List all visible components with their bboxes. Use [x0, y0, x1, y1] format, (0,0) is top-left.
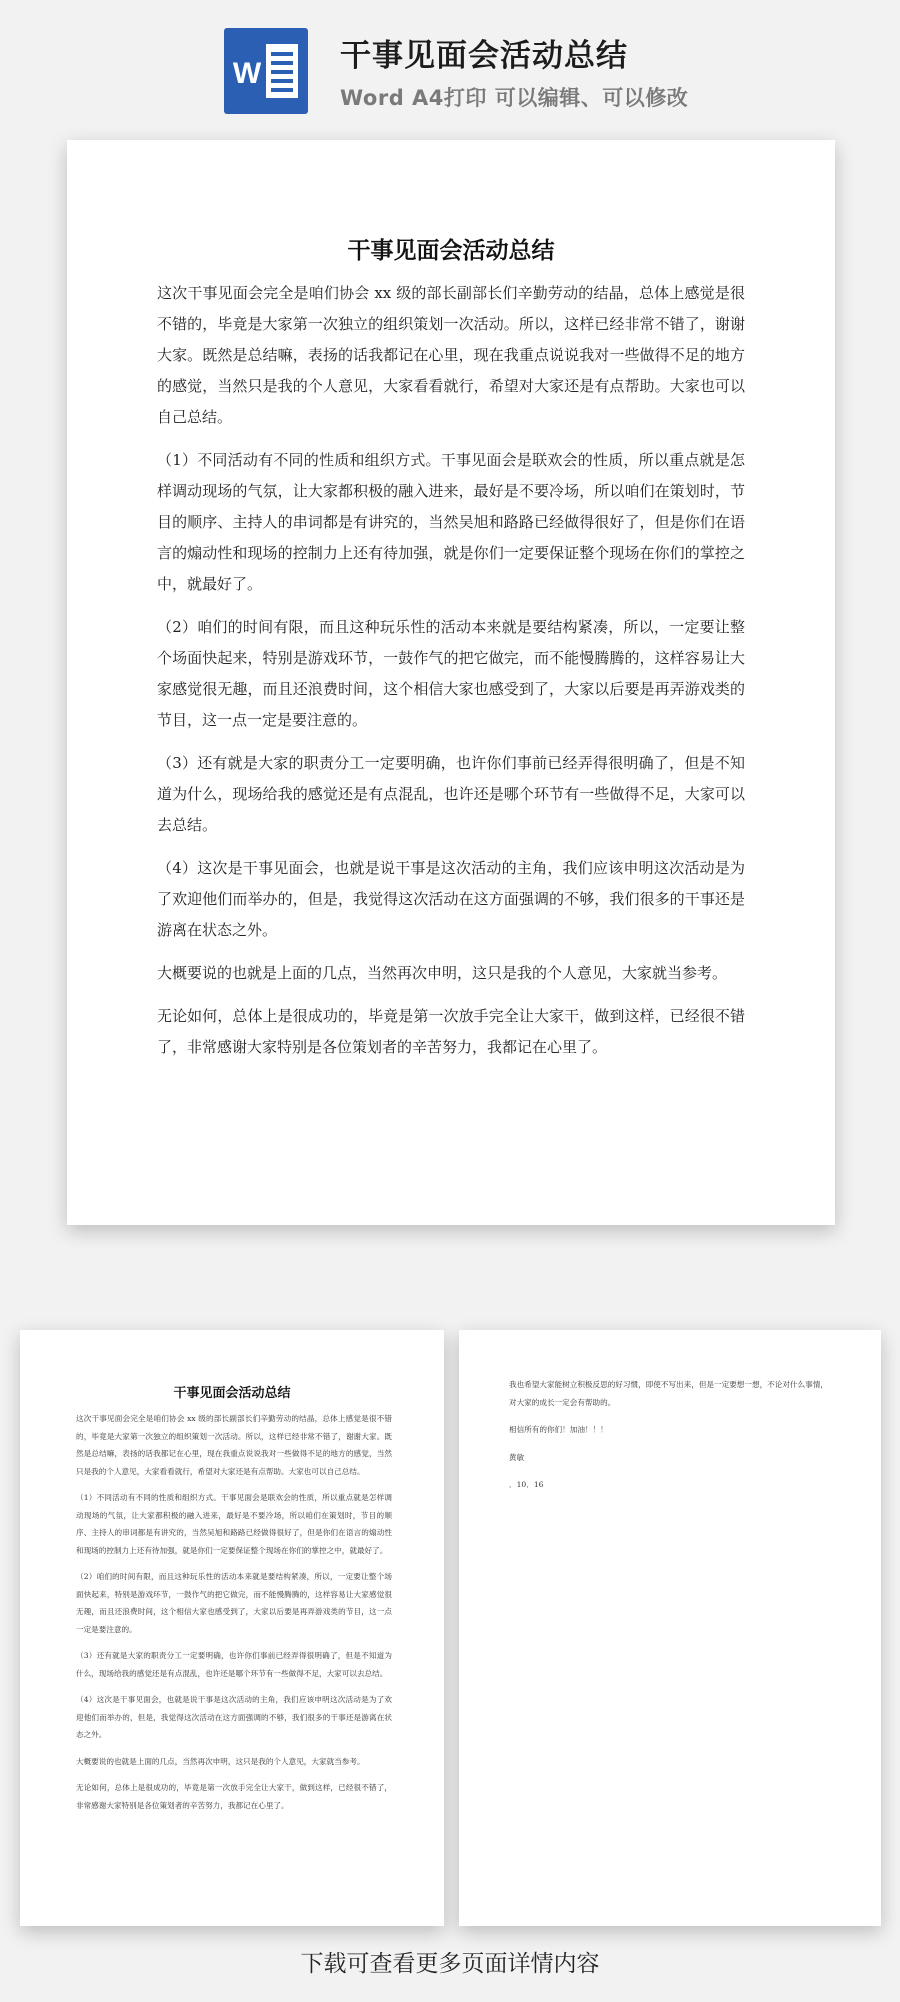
thumbnail-paragraph: 无论如何，总体上是很成功的，毕竟是第一次放手完全让大家干，做到这样，已经很不错了，非常感谢大家特别是各位策划者的辛苦努力，我都记在心里了。: [76, 1783, 392, 1810]
thumbnail-body: [76, 1410, 392, 1823]
document-paragraph: （3）还有就是大家的职责分工一定要明确，也许你们事前已经弄得很明确了，但是不知道为什么，现场给我的感觉还是有点混乱，也许还是哪个环节有一些做得不足，大家可以去总结。: [157, 754, 745, 834]
header-title: 干事见面会活动总结: [340, 38, 628, 74]
document-paragraph: 大概要说的也就是上面的几点，当然再次申明，这只是我的个人意见，大家就当参考。: [157, 964, 728, 982]
word-icon: [224, 28, 308, 114]
signature-date: ．10．16: [509, 1480, 544, 1489]
thumbnail-paragraph: （3）还有就是大家的职责分工一定要明确，也许你们事前已经弄得很明确了，但是不知道为什么，现场给我的感觉还是有点混乱，也许还是哪个环节有一些做得不足，大家可以去总结。: [76, 1651, 392, 1678]
thumbnail-paragraph: （1）不同活动有不同的性质和组织方式。干事见面会是联欢会的性质，所以重点就是怎样调动现场的气氛，让大家都积极的融入进来，最好是不要冷场，所以咱们在策划时，节目的顺序、主持人的串词都是有讲究的，当然吴旭和路路已经做得很好了，但是你们在语言的煽动性和现场的控制力上还有待加强，就是你们一定要保证整个现场在你们的掌控之中，就最好了。: [76, 1493, 392, 1555]
document-paragraph: （4）这次是干事见面会，也就是说干事是这次活动的主角，我们应该申明这次活动是为了欢迎他们而举办的，但是，我觉得这次活动在这方面强调的不够，我们很多的干事还是游离在状态之外。: [157, 859, 745, 939]
svg-text:W: W: [232, 57, 262, 90]
header: [0, 0, 900, 130]
page-thumbnail-1[interactable]: [20, 1330, 444, 1926]
download-more-note[interactable]: 下载可查看更多页面详情内容: [300, 1951, 600, 1977]
thumbnail-paragraph: 大概要说的也就是上面的几点，当然再次申明，这只是我的个人意见，大家就当参考。: [76, 1756, 365, 1766]
document-page-preview: [67, 140, 835, 1225]
document-paragraph: （1）不同活动有不同的性质和组织方式。干事见面会是联欢会的性质，所以重点就是怎样调动现场的气氛，让大家都积极的融入进来，最好是不要冷场，所以咱们在策划时，节目的顺序、主持人的串词都是有讲究的，当然吴旭和路路已经做得很好了，但是你们在语言的煽动性和现场的控制力上还有待加强，就是你们一定要保证整个现场在你们的掌控之中，就最好了。: [157, 451, 745, 593]
thumbnail-paragraph: （4）这次是干事见面会，也就是说干事是这次活动的主角，我们应该申明这次活动是为了欢迎他们而举办的，但是，我觉得这次活动在这方面强调的不够，我们很多的干事还是游离在状态之外。: [76, 1695, 392, 1739]
document-body: [157, 278, 745, 1075]
thumbnail-paragraph: 相信所有的你们！加油！！！: [509, 1425, 608, 1434]
document-paragraph: 无论如何，总体上是很成功的，毕竟是第一次放手完全让大家干，做到这样，已经很不错了，非常感谢大家特别是各位策划者的辛苦努力，我都记在心里了。: [157, 1007, 745, 1056]
thumbnail-title: 干事见面会活动总结: [173, 1386, 291, 1401]
page-thumbnail-2[interactable]: [459, 1330, 881, 1926]
header-subtitle: Word A4打印 可以编辑、可以修改: [340, 86, 689, 110]
document-paragraph: 这次干事见面会完全是咱们协会 xx 级的部长副部长们辛勤劳动的结晶，总体上感觉是很不错的，毕竟是大家第一次独立的组织策划一次活动。所以，这样已经非常不错了，谢谢大家。既然是总结嘛，表扬的话我都记在心里，现在我重点说说我对一些做得不足的地方的感觉，当然只是我的个人意见，大家看看就行，希望对大家还是有点帮助。大家也可以自己总结。: [157, 284, 745, 426]
document-paragraph: （2）咱们的时间有限，而且这种玩乐性的活动本来就是要结构紧凑，所以，一定要让整个场面快起来，特别是游戏环节，一鼓作气的把它做完，而不能慢腾腾的，这样容易让大家感觉很无趣，而且还浪费时间，这个相信大家也感受到了，大家以后要是再弄游戏类的节目，这一点一定是要注意的。: [157, 618, 745, 729]
thumbnail-paragraph: 我也希望大家能树立积极反思的好习惯，即使不写出来，但是一定要想一想，不论对什么事情，对大家的成长一定会有帮助的。: [509, 1380, 828, 1407]
document-title: 干事见面会活动总结: [347, 237, 555, 264]
thumbnail-paragraph: （2）咱们的时间有限，而且这种玩乐性的活动本来就是要结构紧凑，所以，一定要让整个场面快起来，特别是游戏环节，一鼓作气的把它做完，而不能慢腾腾的，这样容易让大家感觉很无趣，而且还浪费时间，这个相信大家也感受到了，大家以后要是再弄游戏类的节目，这一点一定是要注意的。: [76, 1572, 392, 1634]
thumbnail-body: [509, 1376, 829, 1504]
signature-name: 黄敏: [509, 1452, 525, 1462]
thumbnail-paragraph: 这次干事见面会完全是咱们协会 xx 级的部长副部长们辛勤劳动的结晶，总体上感觉是很不错的，毕竟是大家第一次独立的组织策划一次活动。所以，这样已经非常不错了，谢谢大家。既然是总结嘛，表扬的话我都记在心里，现在我重点说说我对一些做得不足的地方的感觉，当然只是我的个人意见，大家看看就行，希望对大家还是有点帮助。大家也可以自己总结。: [76, 1414, 392, 1476]
